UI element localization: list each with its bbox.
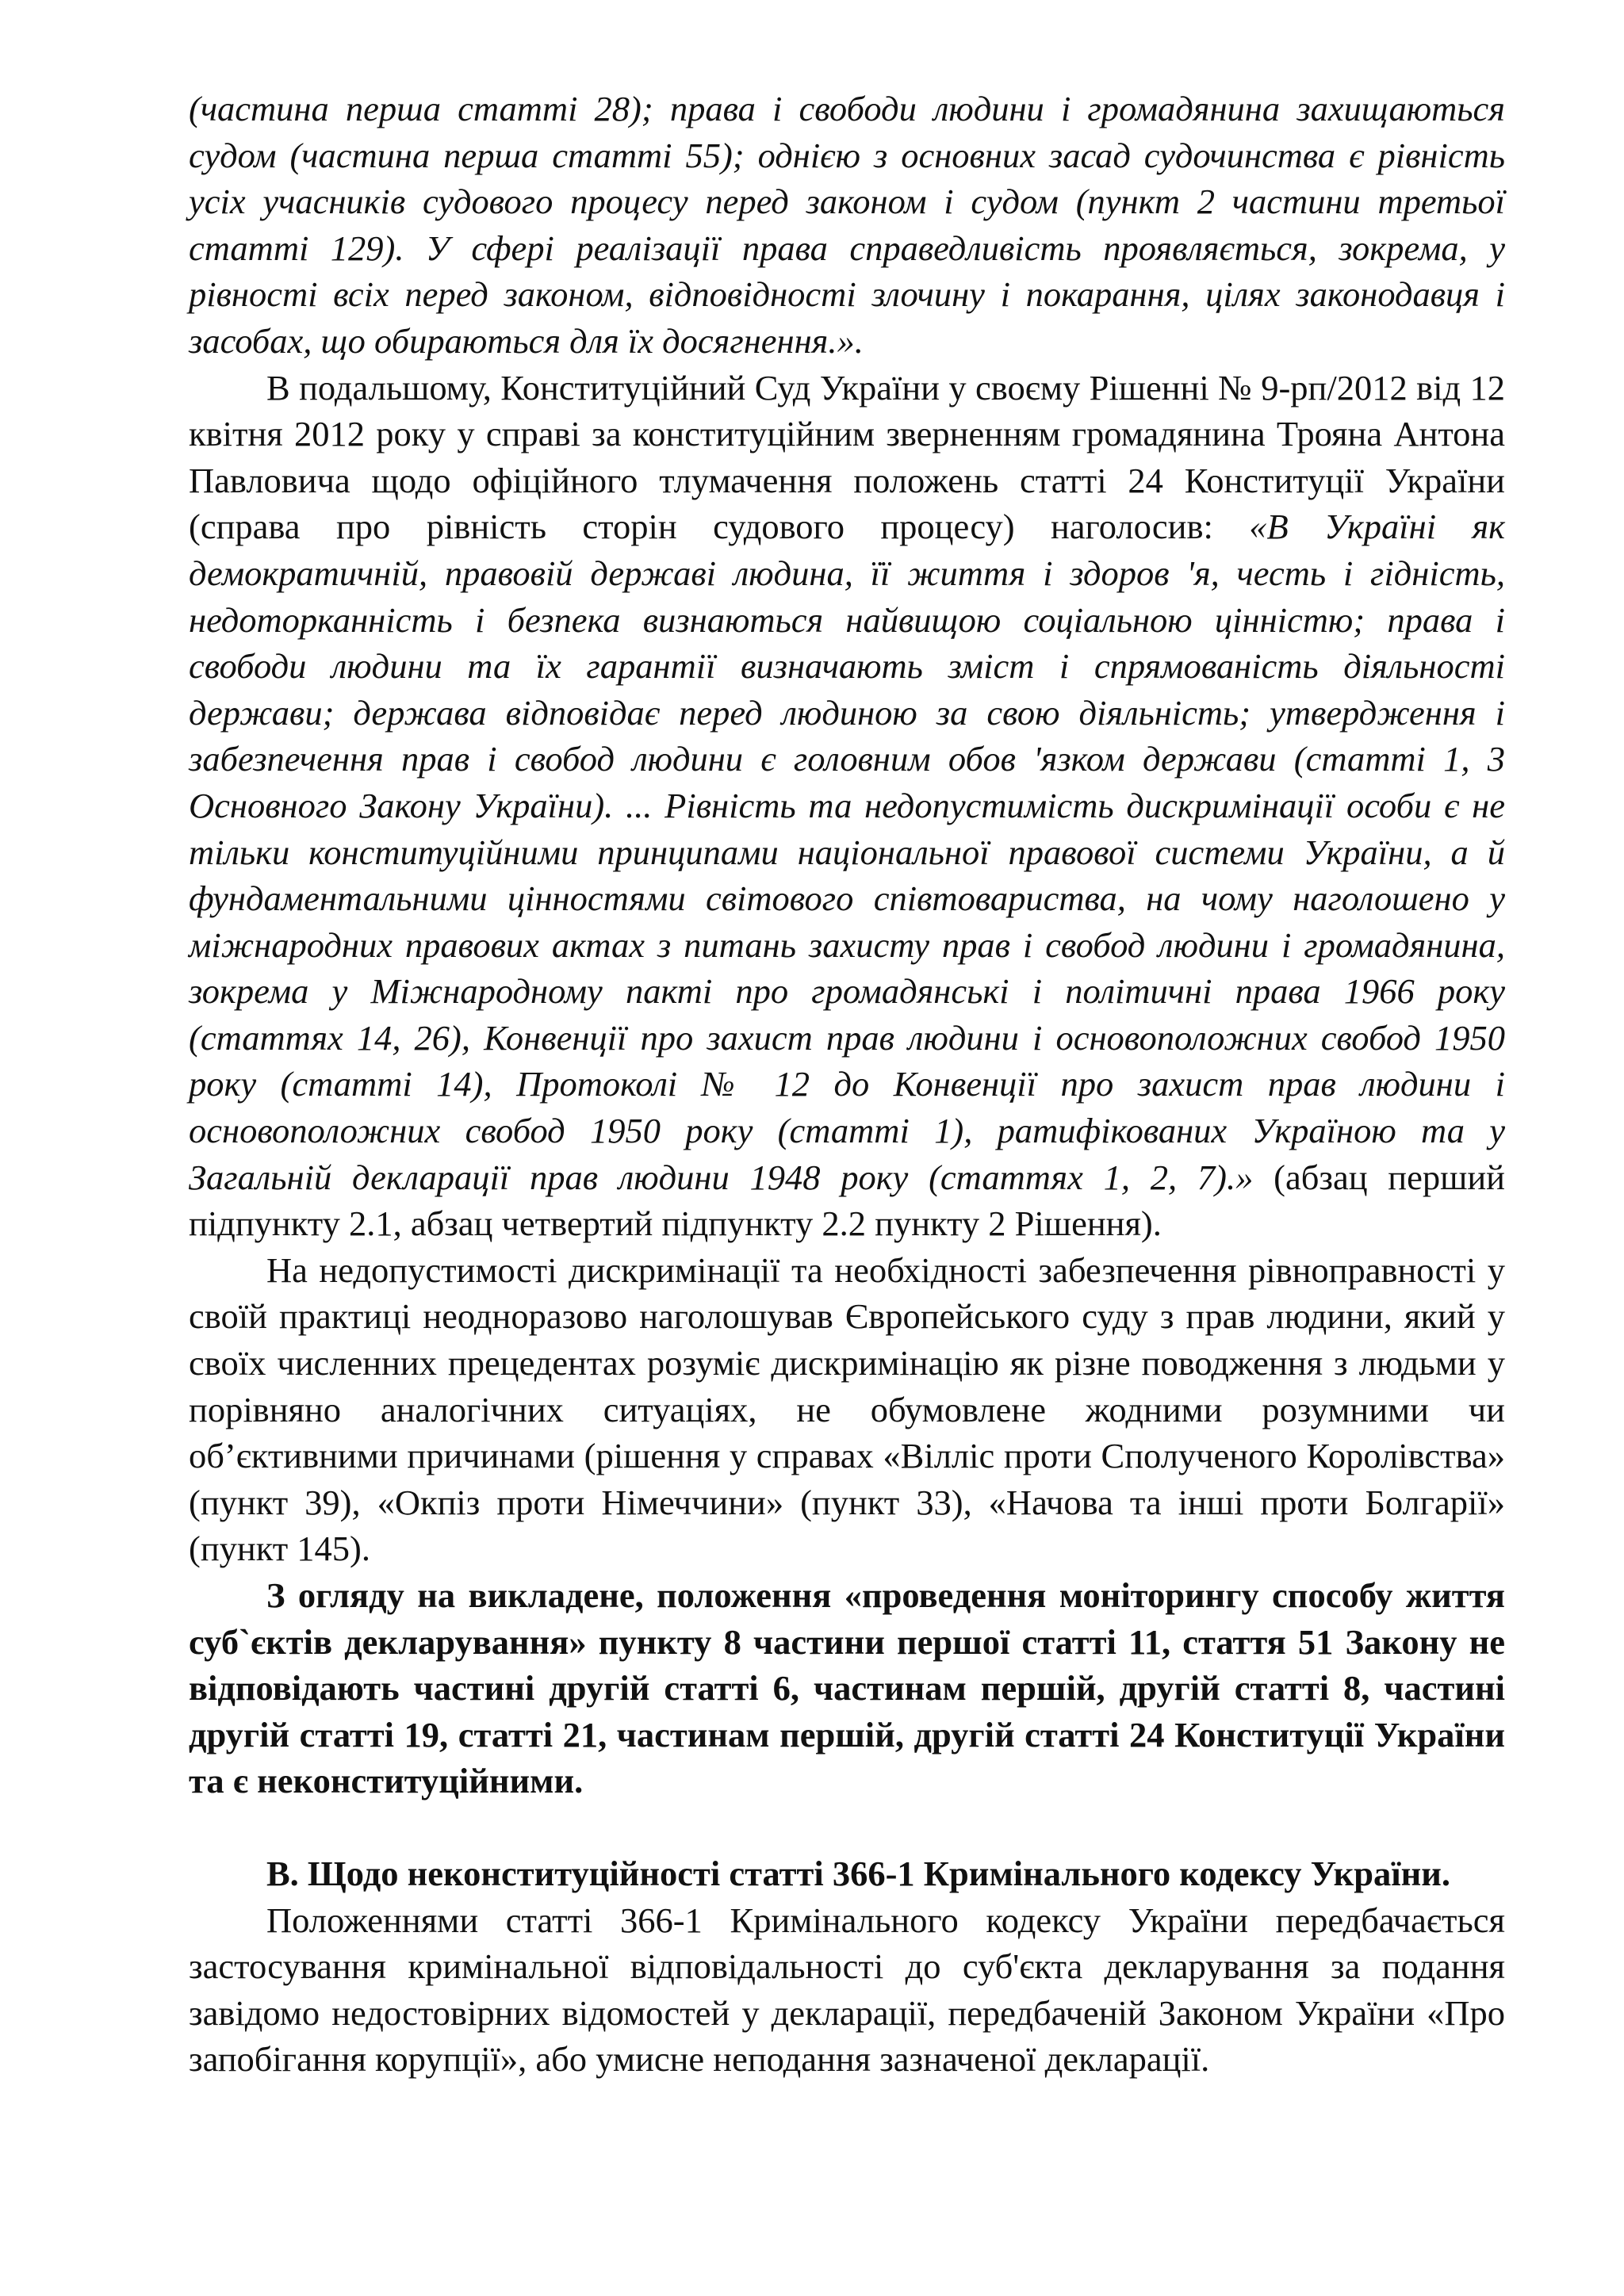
paragraph-reference-text: (абзац перший підпункту 2.1, абзац четвертий підпункту 2.2 пункту 2 Рішення). (189, 1157, 1505, 1244)
paragraph-court-decision (189, 365, 1505, 1247)
quote-paragraph-continued: (частина перша статті 28); права і свободи людини і громадянина захищаються судом (частина перша статті 55); однією з основних засад судочинства є рівність усіх учасників судового процесу перед законом і судом (пункт 2 частини третьої статті 129). У сфері реалізації права справедливість проявляється, зокрема, у рівності всіх перед законом, відповідності злочину і покарання, цілях законодавця і засобах, що обираються для їх досягнення.». (189, 89, 1505, 361)
court-quote-text: «В Україні як демократичній, правовій державі людина, її життя і здоров 'я, честь і гідність, недоторканність і безпека визнаються найвищою соціальною цінністю; права і свободи людини та їх гарантії визначають зміст і спрямованість діяльності держави; держава відповідає перед людиною за свою діяльність; утвердження і забезпечення прав і свобод людини є головним обов 'язком держави (статті 1, 3 Основного Закону України). ... Рівність та недопустимість дискримінації особи є не тільки конституційними принципами національної правової системи України, а й фундаментальними цінностями світового співтовариства, на чому наголошено у міжнародних правових актах з питань захисту прав і свобод людини і громадянина, зокрема у Міжнародному пакті про громадянські і політичні права 1966 року (статтях 14, 26), Конвенції про захист прав людини і основоположних свобод 1950 року (статті 14), Протоколі № 12 до Конвенції про захист прав людини і основоположних свобод 1950 року (статті 1), ратифікованих Україною та у Загальній декларації прав людини 1948 року (статтях 1, 2, 7).» (189, 507, 1506, 1197)
section-heading: В. Щодо неконституційності статті 366-1 Кримінального кодексу України. (266, 1853, 1451, 1893)
paragraph-criminal-code: Положеннями статті 366-1 Кримінального кодексу України передбачається застосування кримінальної відповідальності до суб'єкта декларування за подання завідомо недостовірних відомостей у декларації, передбаченій Законом України «Про запобігання корупції», або умисне неподання зазначеної декларації. (189, 1900, 1505, 2080)
conclusion-paragraph: З огляду на викладене, положення «проведення моніторингу способу життя суб`єктів декларування» пункту 8 частини першої статті 11, стаття 51 Закону не відповідають частині другій статті 6, частинам першій, другій статті 8, частині другій статті 19, статті 21, частинам першій, другій статті 24 Конституції України та є неконституційними. (189, 1575, 1505, 1801)
paragraph-intro-text: В подальшому, Конституційний Суд України у своєму Рішенні № 9-рп/2012 від 12 квітня 2012 року у справі за конституційним зверненням громадянина Трояна Антона Павловича щодо офіційного тлумачення положень статті 24 Конституції України (справа про рівність сторін судового процесу) наголосив: (189, 367, 1505, 547)
section-spacer (189, 1804, 1505, 1850)
paragraph-echr-practice: На недопустимості дискримінації та необхідності забезпечення рівноправності у своїй практиці неодноразово наголошував Європейського суду з прав людини, який у своїх численних прецедентах розуміє дискримінацію як різне поводження з людьми у порівняно аналогічних ситуаціях, не обумовлене жодними розумними чи об’єктивними причинами (рішення у справах «Вілліс проти Сполученого Королівства» (пункт 39), «Окпіз проти Німеччини» (пункт 33), «Начова та інші проти Болгарії» (пункт 145). (189, 1249, 1505, 1569)
